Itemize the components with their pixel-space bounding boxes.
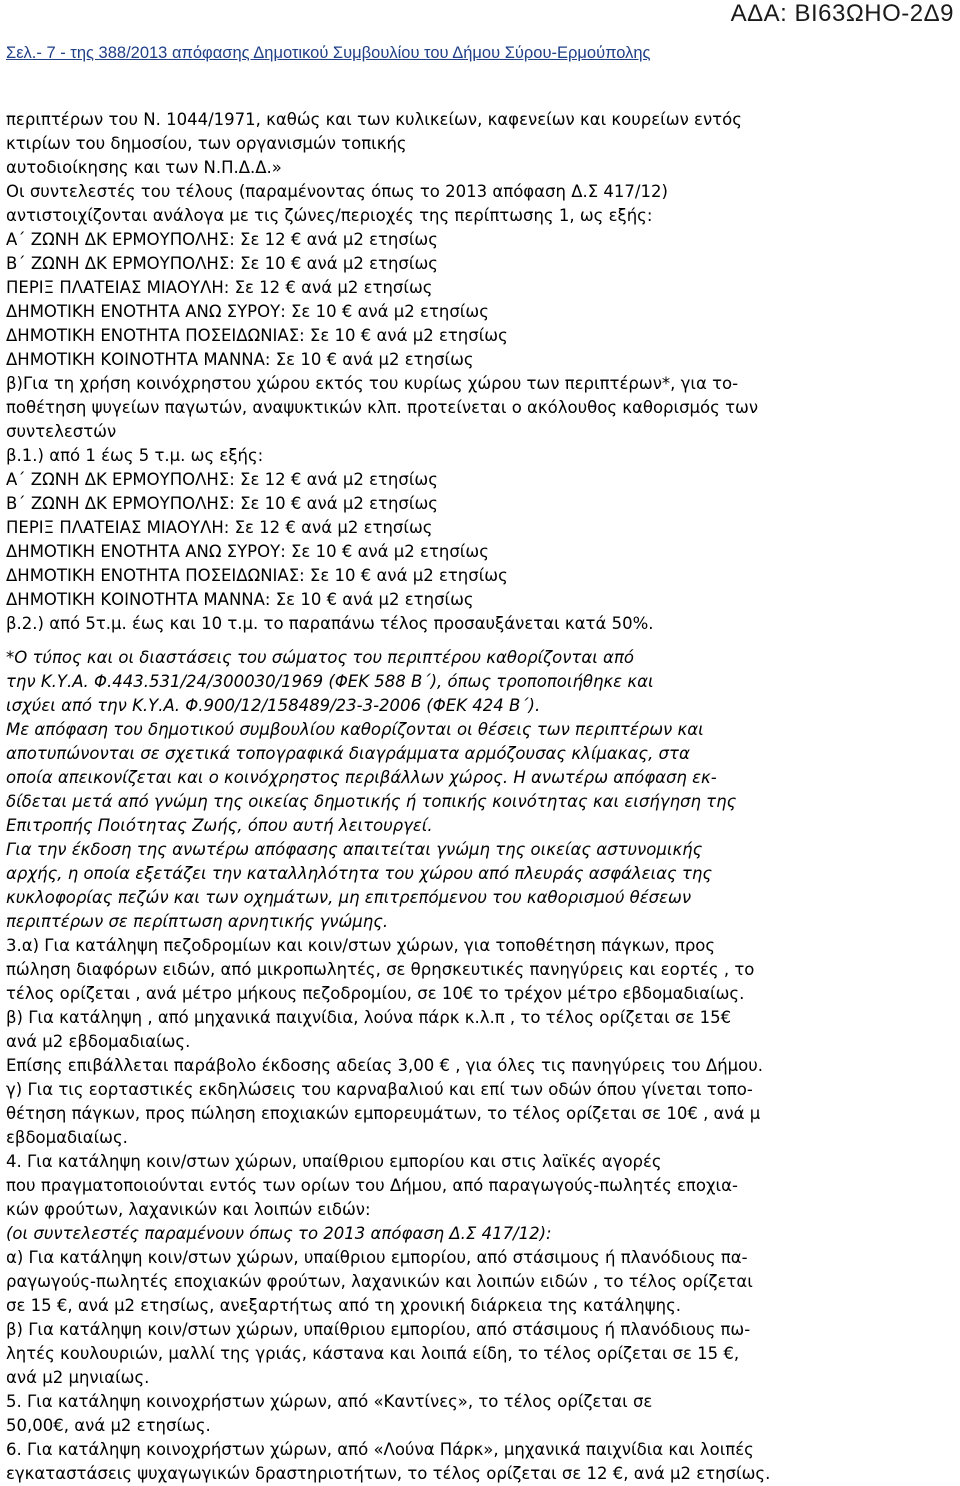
text-line: 6. Για κατάληψη κοινοχρήστων χώρων, από «Λούνα Πάρκ», μηχανικά παιχνίδια και λοιπές <box>6 1440 754 1459</box>
text-line: αντιστοιχίζονται ανάλογα με τις ζώνες/περιοχές της περίπτωσης 1, ως εξής: <box>6 206 653 225</box>
text-line: ΔΗΜΟΤΙΚΗ ΕΝΟΤΗΤΑ ΑΝΩ ΣΥΡΟΥ: Σε 10 € ανά μ2 ετησίως <box>6 302 489 321</box>
text-line: σε 15 €, ανά μ2 ετησίως, ανεξαρτήτως από τη χρονική διάρκεια της κατάληψης. <box>6 1296 681 1315</box>
text-line: α) Για κατάληψη κοιν/στων χώρων, υπαίθριου εμπορίου, από στάσιμους ή πλανόδιους πα- <box>6 1248 748 1267</box>
text-line: που πραγματοποιούνται εντός των ορίων του Δήμου, από παραγωγούς-πωλητές εποχια- <box>6 1176 738 1195</box>
text-line: 50,00€, ανά μ2 ετησίως. <box>6 1416 211 1435</box>
page-header: Σελ.- 7 - της 388/2013 απόφασης Δημοτικού Συμβουλίου του Δήμου Σύρου-Ερμούπολης <box>6 44 651 62</box>
text-line: ΠΕΡΙΞ ΠΛΑΤΕΙΑΣ ΜΙΑΟΥΛΗ: Σε 12 € ανά μ2 ετησίως <box>6 518 433 537</box>
text-line-italic: Με απόφαση του δημοτικού συμβουλίου καθορίζονται οι θέσεις των περιπτέρων και <box>6 720 704 739</box>
text-line-italic: οποία απεικονίζεται και ο κοινόχρηστος περιβάλλων χώρος. Η ανωτέρω απόφαση εκ- <box>6 768 717 787</box>
text-line: β.1.) από 1 έως 5 τ.μ. ως εξής: <box>6 446 264 465</box>
text-line: τέλος ορίζεται , ανά μέτρο μήκους πεζοδρομίου, σε 10€ το τρέχον μέτρο εβδομαδιαίως. <box>6 984 745 1003</box>
text-line: συντελεστών <box>6 422 117 441</box>
text-line: 4. Για κατάληψη κοιν/στων χώρων, υπαίθριου εμπορίου και στις λαϊκές αγορές <box>6 1152 662 1171</box>
text-line: Επίσης επιβάλλεται παράβολο έκδοσης αδείας 3,00 € , για όλες τις πανηγύρεις του Δήμου. <box>6 1056 764 1075</box>
text-line: εβδομαδιαίως. <box>6 1128 128 1147</box>
text-line: 5. Για κατάληψη κοινοχρήστων χώρων, από «Καντίνες», το τέλος ορίζεται σε <box>6 1392 653 1411</box>
text-line: θέτηση πάγκων, προς πώληση εποχιακών εμπορευμάτων, το τέλος ορίζεται σε 10€ , ανά μ <box>6 1104 761 1123</box>
paragraph-gap <box>6 636 956 646</box>
text-line-italic: περιπτέρων σε περίπτωση αρνητικής γνώμης. <box>6 912 389 931</box>
text-line: β) Για κατάληψη κοιν/στων χώρων, υπαίθριου εμπορίου, από στάσιμους ή πλανόδιους πω- <box>6 1320 751 1339</box>
text-line: ΠΕΡΙΞ ΠΛΑΤΕΙΑΣ ΜΙΑΟΥΛΗ: Σε 12 € ανά μ2 ετησίως <box>6 278 433 297</box>
text-line: Β΄ ΖΩΝΗ ΔΚ ΕΡΜΟΥΠΟΛΗΣ: Σε 10 € ανά μ2 ετησίως <box>6 494 438 513</box>
text-line: ΔΗΜΟΤΙΚΗ ΚΟΙΝΟΤΗΤΑ ΜΑΝΝΑ: Σε 10 € ανά μ2 ετησίως <box>6 590 474 609</box>
text-line: λητές κουλουριών, μαλλί της γριάς, κάστανα και λοιπά είδη, το τέλος ορίζεται σε 15 €, <box>6 1344 740 1363</box>
text-line: 3.α) Για κατάληψη πεζοδρομίων και κοιν/στων χώρων, για τοποθέτηση πάγκων, προς <box>6 936 716 955</box>
text-line-italic: Για την έκδοση της ανωτέρω απόφασης απαιτείται γνώμη της οικείας αστυνομικής <box>6 840 703 859</box>
text-line: αυτοδιοίκησης και των Ν.Π.Δ.Δ.» <box>6 158 282 177</box>
text-line-italic: την Κ.Υ.Α. Φ.443.531/24/300030/1969 (ΦΕΚ 588 Β΄), όπως τροποποιήθηκε και <box>6 672 654 691</box>
text-line-italic: αρχής, η οποία εξετάζει την καταλληλότητα του χώρου από πλευράς ασφάλειας της <box>6 864 713 883</box>
text-line: ποθέτηση ψυγείων παγωτών, αναψυκτικών κλπ. προτείνεται ο ακόλουθος καθορισμός των <box>6 398 759 417</box>
text-line: Β΄ ΖΩΝΗ ΔΚ ΕΡΜΟΥΠΟΛΗΣ: Σε 10 € ανά μ2 ετησίως <box>6 254 438 273</box>
text-line: ΔΗΜΟΤΙΚΗ ΚΟΙΝΟΤΗΤΑ ΜΑΝΝΑ: Σε 10 € ανά μ2 ετησίως <box>6 350 474 369</box>
text-line: ΔΗΜΟΤΙΚΗ ΕΝΟΤΗΤΑ ΠΟΣΕΙΔΩΝΙΑΣ: Σε 10 € ανά μ2 ετησίως <box>6 566 508 585</box>
text-line-italic: κυκλοφορίας πεζών και των οχημάτων, μη επιτρεπόμενου του καθορισμού θέσεων <box>6 888 692 907</box>
text-line: ΔΗΜΟΤΙΚΗ ΕΝΟΤΗΤΑ ΑΝΩ ΣΥΡΟΥ: Σε 10 € ανά μ2 ετησίως <box>6 542 489 561</box>
text-line: κών φρούτων, λαχανικών και λοιπών ειδών: <box>6 1200 371 1219</box>
text-line-italic: δίδεται μετά από γνώμη της οικείας δημοτικής ή τοπικής κοινότητας και εισήγηση της <box>6 792 737 811</box>
text-line: ανά μ2 εβδομαδιαίως. <box>6 1032 191 1051</box>
text-line-italic: αποτυπώνονται σε σχετικά τοπογραφικά διαγράμματα αρμόζουσας κλίμακας, στα <box>6 744 690 763</box>
text-line-italic: (οι συντελεστές παραμένουν όπως το 2013 απόφαση Δ.Σ 417/12): <box>6 1224 552 1243</box>
text-line: β.2.) από 5τ.μ. έως και 10 τ.μ. το παραπάνω τέλος προσαυξάνεται κατά 50%. <box>6 614 654 633</box>
text-line: Α΄ ΖΩΝΗ ΔΚ ΕΡΜΟΥΠΟΛΗΣ: Σε 12 € ανά μ2 ετησίως <box>6 230 438 249</box>
text-line-italic: ισχύει από την Κ.Υ.Α. Φ.900/12/158489/23-3-2006 (ΦΕΚ 424 Β΄). <box>6 696 541 715</box>
text-line: β) Για κατάληψη , από μηχανικά παιχνίδια, λούνα πάρκ κ.λ.π , το τέλος ορίζεται σε 15€ <box>6 1008 732 1027</box>
text-line: εγκαταστάσεις ψυχαγωγικών δραστηριοτήτων, το τέλος ορίζεται σε 12 €, ανά μ2 ετησίως. <box>6 1464 771 1483</box>
text-line: β)Για τη χρήση κοινόχρηστου χώρου εκτός του κυρίως χώρου των περιπτέρων*, για το- <box>6 374 739 393</box>
text-line: κτιρίων του δημοσίου, των οργανισμών τοπικής <box>6 134 407 153</box>
text-line: πώληση διαφόρων ειδών, από μικροπωλητές, σε θρησκευτικές πανηγύρεις και εορτές , το <box>6 960 755 979</box>
text-line-italic: *Ο τύπος και οι διαστάσεις του σώματος του περιπτέρου καθορίζονται από <box>6 648 634 667</box>
ada-code: ΑΔΑ: ΒΙ63ΩΗΟ-2Δ9 <box>730 0 954 27</box>
text-line: ραγωγούς-πωλητές εποχιακών φρούτων, λαχανικών και λοιπών ειδών , το τέλος ορίζεται <box>6 1272 753 1291</box>
text-line-italic: Επιτροπής Ποιότητας Ζωής, όπου αυτή λειτουργεί. <box>6 816 433 835</box>
text-line: γ) Για τις εορταστικές εκδηλώσεις του καρναβαλιού και επί των οδών όπου γίνεται τοπο- <box>6 1080 753 1099</box>
text-line: ανά μ2 μηνιαίως. <box>6 1368 150 1387</box>
document-body <box>6 108 956 1486</box>
text-line: Οι συντελεστές του τέλους (παραμένοντας όπως το 2013 απόφαση Δ.Σ 417/12) <box>6 182 668 201</box>
text-line: ΔΗΜΟΤΙΚΗ ΕΝΟΤΗΤΑ ΠΟΣΕΙΔΩΝΙΑΣ: Σε 10 € ανά μ2 ετησίως <box>6 326 508 345</box>
text-line: περιπτέρων του Ν. 1044/1971, καθώς και των κυλικείων, καφενείων και κουρείων εντός <box>6 110 742 129</box>
text-line: Α΄ ΖΩΝΗ ΔΚ ΕΡΜΟΥΠΟΛΗΣ: Σε 12 € ανά μ2 ετησίως <box>6 470 438 489</box>
